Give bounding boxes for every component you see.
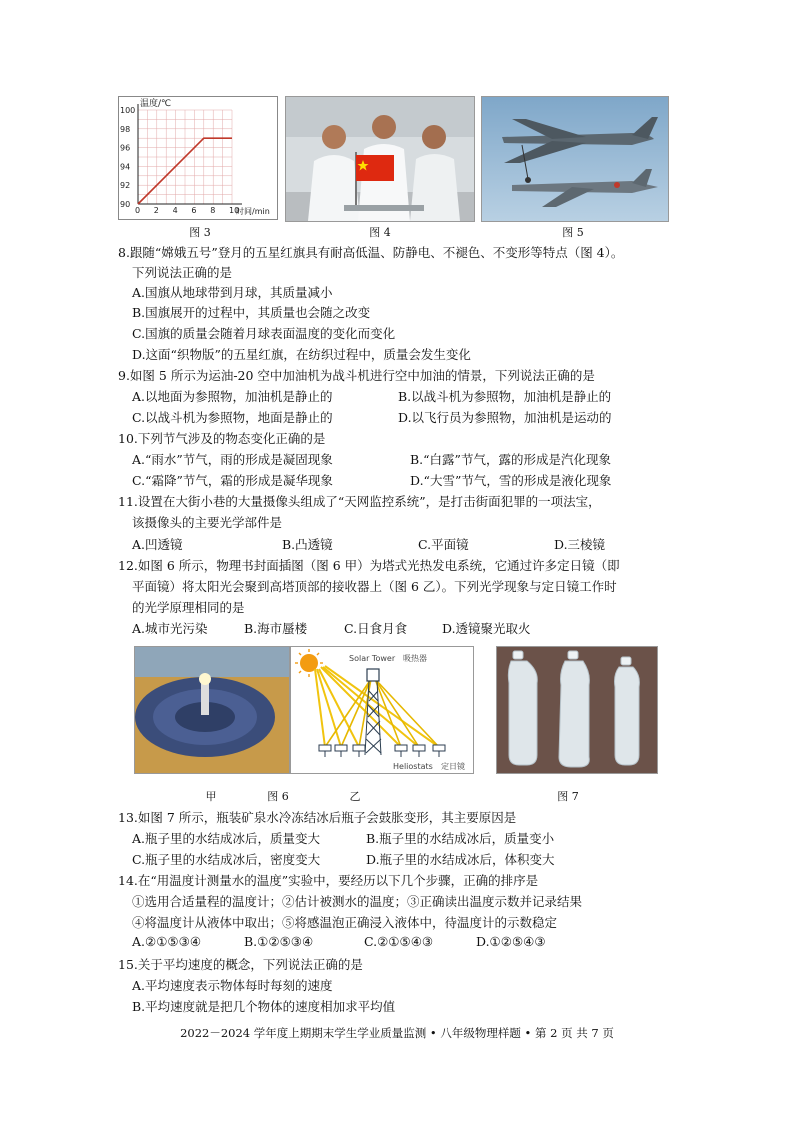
question-15-option-a: A.平均速度表示物体每时每刻的速度 (132, 978, 333, 993)
figure-6-jia-label: 甲 (205, 790, 217, 803)
figure-7-caption: 图 7 (557, 790, 579, 803)
y-tick-label: 96 (120, 143, 131, 153)
figure-4-photo (285, 96, 475, 222)
question-12-option-b: B.海市蜃楼 (244, 621, 308, 636)
figure-6-caption: 图 6 (267, 790, 289, 803)
question-13-option-d: D.瓶子里的水结成冰后，体积变大 (366, 852, 555, 867)
solar-tower-diagram (291, 647, 473, 773)
question-9-stem: 9.如图 5 所示为运油-20 空中加油机为战斗机进行空中加油的情景，下列说法正确的是 (118, 368, 595, 383)
question-8-stem: 8.跟随“嫦娥五号”登月的五星红旗具有耐高低温、防静电、不褪色、不变形等特点（图 4）。 (118, 245, 624, 260)
x-tick-label: 2 (153, 206, 159, 215)
page-footer: 2022－2024 学年度上期期末学生学业质量监测 • 八年级物理样题 • 第 2 页 共 7 页 (180, 1026, 614, 1040)
figure-6-yi-diagram (290, 646, 474, 774)
question-11-option-b: B.凸透镜 (282, 537, 333, 552)
question-12-option-c: C.日食月食 (344, 621, 408, 636)
question-15-stem: 15.关于平均速度的概念，下列说法正确的是 (118, 957, 363, 972)
figure-3-caption: 图 3 (189, 226, 211, 239)
question-10-stem: 10.下列节气涉及的物态变化正确的是 (118, 431, 326, 446)
question-14-option-b: B.①②⑤③④ (244, 934, 314, 949)
figure-6-yi-label: 乙 (349, 790, 361, 803)
figure-5-caption: 图 5 (562, 226, 584, 239)
question-10-option-c: C.“霜降”节气，霜的形成是凝华现象 (132, 473, 333, 488)
question-9-option-a: A.以地面为参照物，加油机是静止的 (132, 389, 333, 404)
question-8-option-d: D.这面“织物版”的五星红旗，在纺织过程中，质量会发生变化 (132, 347, 471, 362)
collector-label: 吸热器 (403, 654, 427, 663)
figure-4-caption: 图 4 (369, 226, 391, 239)
question-12-stem-cont-1: 平面镜）将太阳光会聚到高塔顶部的接收器上（图 6 乙）。下列光学现象与定日镜工作时 (132, 579, 617, 594)
question-14-option-d: D.①②⑤④③ (476, 934, 546, 949)
question-12-stem: 12.如图 6 所示，物理书封面插图（图 6 甲）为塔式光热发电系统，它通过许多定日镜（即 (118, 558, 620, 573)
question-8-stem-cont: 下列说法正确的是 (132, 265, 233, 280)
y-tick-label: 94 (120, 162, 131, 172)
question-8-option-a: A.国旗从地球带到月球，其质量减小 (132, 285, 333, 300)
question-12-option-a: A.城市光污染 (132, 621, 208, 636)
question-9-option-b: B.以战斗机为参照物，加油机是静止的 (398, 389, 612, 404)
frozen-bottles-illustration (497, 647, 657, 773)
x-tick-label: 8 (210, 206, 216, 215)
question-13-option-a: A.瓶子里的水结成冰后，质量变大 (132, 831, 321, 846)
y-tick-label: 92 (120, 181, 131, 191)
x-tick-label: 10 (229, 206, 240, 215)
question-9-option-d: D.以飞行员为参照物，加油机是运动的 (398, 410, 612, 425)
question-12-option-d: D.透镜聚光取火 (442, 621, 531, 636)
question-8-option-c: C.国旗的质量会随着月球表面温度的变化而变化 (132, 326, 396, 341)
heliostat-cn-label: 定日镜 (441, 762, 465, 771)
question-14-steps-1: ①选用合适量程的温度计；②估计被测水的温度；③正确读出温度示数并记录结果 (132, 894, 583, 909)
question-13-option-b: B.瓶子里的水结成冰后，质量变小 (366, 831, 555, 846)
question-11-option-d: D.三棱镜 (554, 537, 606, 552)
question-12-stem-cont-2: 的光学原理相同的是 (132, 600, 245, 615)
question-13-option-c: C.瓶子里的水结成冰后，密度变大 (132, 852, 321, 867)
figure-3-graph (118, 96, 278, 220)
scientists-flag-illustration (286, 97, 474, 221)
question-14-option-c: C.②①⑤④③ (364, 934, 434, 949)
question-15-option-b: B.平均速度就是把几个物体的速度相加求平均值 (132, 999, 396, 1014)
question-14-stem: 14.在“用温度计测量水的温度”实验中，要经历以下几个步骤，正确的排序是 (118, 873, 539, 888)
heliostats-label: Heliostats (393, 762, 433, 771)
question-11-stem-cont: 该摄像头的主要光学部件是 (132, 515, 283, 530)
x-tick-label: 4 (172, 206, 178, 215)
question-8-option-b: B.国旗展开的过程中，其质量也会随之改变 (132, 305, 371, 320)
solar-tower-label: Solar Tower (349, 654, 396, 663)
question-14-option-a: A.②①⑤③④ (132, 934, 202, 949)
x-tick-label: 0 (135, 206, 141, 215)
chart-y-axis-label: 温度/℃ (140, 99, 172, 109)
temperature-time-chart (118, 96, 278, 220)
question-14-steps-2: ④将温度计从液体中取出；⑤将感温泡正确浸入液体中，待温度计的示数稳定 (132, 915, 558, 930)
figure-7-photo (496, 646, 658, 774)
solar-field-illustration (135, 647, 289, 773)
question-10-option-b: B.“白露”节气，露的形成是汽化现象 (410, 452, 611, 467)
question-10-option-d: D.“大雪”节气，雪的形成是液化现象 (410, 473, 612, 488)
y-tick-label: 90 (120, 200, 131, 209)
question-13-stem: 13.如图 7 所示，瓶装矿泉水冷冻结冰后瓶子会鼓胀变形，其主要原因是 (118, 810, 517, 825)
question-10-option-a: A.“雨水”节气，雨的形成是凝固现象 (132, 452, 333, 467)
figure-5-photo (481, 96, 669, 222)
question-11-option-a: A.凹透镜 (132, 537, 183, 552)
figure-6-jia-photo (134, 646, 290, 774)
y-tick-label: 98 (120, 124, 131, 134)
question-11-option-c: C.平面镜 (418, 537, 469, 552)
x-tick-label: 6 (191, 206, 197, 215)
y-tick-label: 100 (120, 106, 136, 115)
question-11-stem: 11.设置在大街小巷的大量摄像头组成了“天网监控系统”，是打击街面犯罪的一项法宝， (118, 494, 601, 509)
question-9-option-c: C.以战斗机为参照物，地面是静止的 (132, 410, 333, 425)
aerial-refueling-illustration (482, 97, 668, 221)
receiver-icon (367, 669, 379, 681)
chart-x-axis-label: 时间/min (236, 207, 270, 216)
